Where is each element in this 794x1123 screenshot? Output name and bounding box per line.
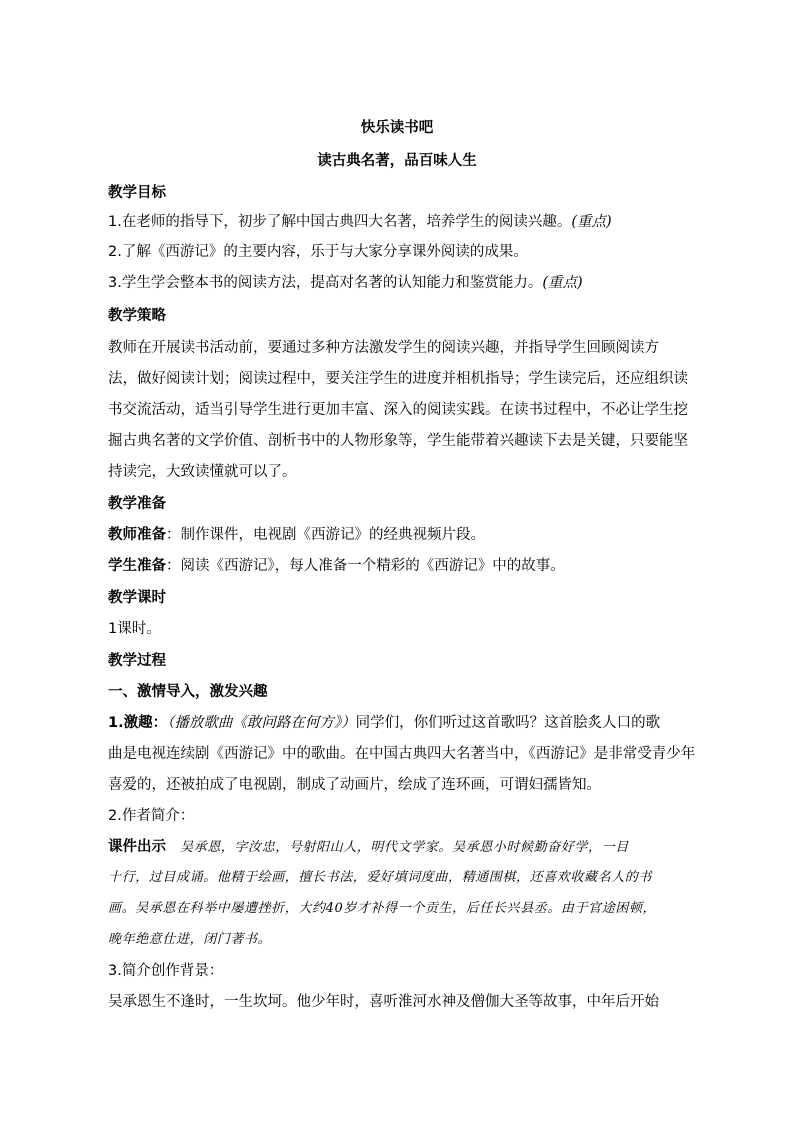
student-prep-label: 学生准备 bbox=[108, 558, 166, 574]
teacher-prep bbox=[108, 525, 718, 545]
prep-heading: 教学准备 bbox=[108, 496, 166, 512]
strategy-line: 法，做好阅读计划；阅读过程中，要关注学生的进度并相机指导；学生读完后，还应组织读 bbox=[108, 371, 688, 387]
goal-3-mark: (重点) bbox=[542, 275, 583, 291]
student-prep-text: ：阅读《西游记》，每人准备一个精彩的《西游记》中的故事。 bbox=[166, 558, 565, 574]
goal-1-text: 1.在老师的指导下，初步了解中国古典四大名著，培养学生的阅读兴趣。 bbox=[108, 214, 572, 230]
step1-line-1-label: 1.激趣： bbox=[108, 715, 168, 731]
author-text-1: 吴承恩，字汝忠，号射阳山人，明代文学家。吴承恩小时候勤奋好学，一目 bbox=[180, 840, 629, 855]
author-line-2: 十行，过目成诵。他精于绘画，擅长书法，爱好填词度曲，精通围棋，还喜欢收藏名人的书 bbox=[108, 870, 653, 885]
teacher-prep-text: ：制作课件，电视剧《西游记》的经典视频片段。 bbox=[166, 527, 485, 543]
author-heading: 2.作者简介： bbox=[108, 808, 195, 824]
goal-1 bbox=[108, 212, 718, 232]
step1-line-1-rest: 同学们，你们听过这首歌吗？这首脍炙人口的歌 bbox=[355, 715, 661, 731]
teacher-prep-label: 教师准备 bbox=[108, 527, 166, 543]
student-prep bbox=[108, 556, 718, 576]
step1-line-3: 喜爱的，还被拍成了电视剧，制成了动画片，绘成了连环画，可谓妇孺皆知。 bbox=[108, 777, 601, 793]
goal-1-mark: (重点) bbox=[571, 214, 612, 230]
goal-3 bbox=[108, 273, 718, 293]
hours-text: 1课时。 bbox=[108, 621, 161, 637]
background-line-1: 吴承恩生不逢时，一生坎坷。他少年时，喜听淮河水神及僧伽大圣等故事，中年后开始 bbox=[108, 994, 659, 1010]
document-subtitle: 读古典名著，品百味人生 bbox=[317, 153, 477, 169]
document-title: 快乐读书吧 bbox=[360, 120, 434, 136]
strategy-heading: 教学策略 bbox=[108, 308, 166, 324]
goal-3-text: 3.学生学会整本书的阅读方法，提高对名著的认知能力和鉴赏能力。 bbox=[108, 275, 543, 291]
background-heading: 3.简介创作背景： bbox=[108, 963, 224, 979]
author-line-1 bbox=[108, 837, 718, 858]
goals-heading: 教学目标 bbox=[108, 185, 166, 201]
goal-2: 2.了解《西游记》的主要内容，乐于与大家分享课外阅读的成果。 bbox=[108, 244, 528, 260]
strategy-line: 掘古典名著的文学价值、剖析书中的人物形象等，学生能带着兴趣读下去是关键，只要能坚 bbox=[108, 433, 688, 449]
strategy-line: 持读完，大致读懂就可以了。 bbox=[108, 464, 297, 480]
step1-line-1 bbox=[108, 713, 718, 733]
strategy-line: 书交流活动，适当引导学生进行更加丰富、深入的阅读实践。在读书过程中，不必让学生挖 bbox=[108, 402, 688, 418]
strategy-line: 教师在开展读书活动前，要通过多种方法激发学生的阅读兴趣，并指导学生回顾阅读方 bbox=[108, 340, 659, 356]
step1-line-1-italic: （播放歌曲《敢问路在何方》） bbox=[167, 715, 356, 731]
step1-heading: 一、激情导入，激发兴趣 bbox=[108, 684, 268, 700]
author-line-4: 晚年绝意仕进，闭门著书。 bbox=[108, 932, 272, 947]
process-heading: 教学过程 bbox=[108, 653, 166, 669]
author-line-3: 画。吴承恩在科举中屡遭挫折，大约40岁才补得一个贡生，后任长兴县丞。由于官途困顿， bbox=[108, 901, 657, 916]
courseware-label: 课件出示 bbox=[108, 839, 166, 855]
step1-line-2: 曲是电视连续剧《西游记》中的歌曲。在中国古典四大名著当中，《西游记》是非常受青少年 bbox=[108, 746, 696, 762]
hours-heading: 教学课时 bbox=[108, 590, 166, 606]
